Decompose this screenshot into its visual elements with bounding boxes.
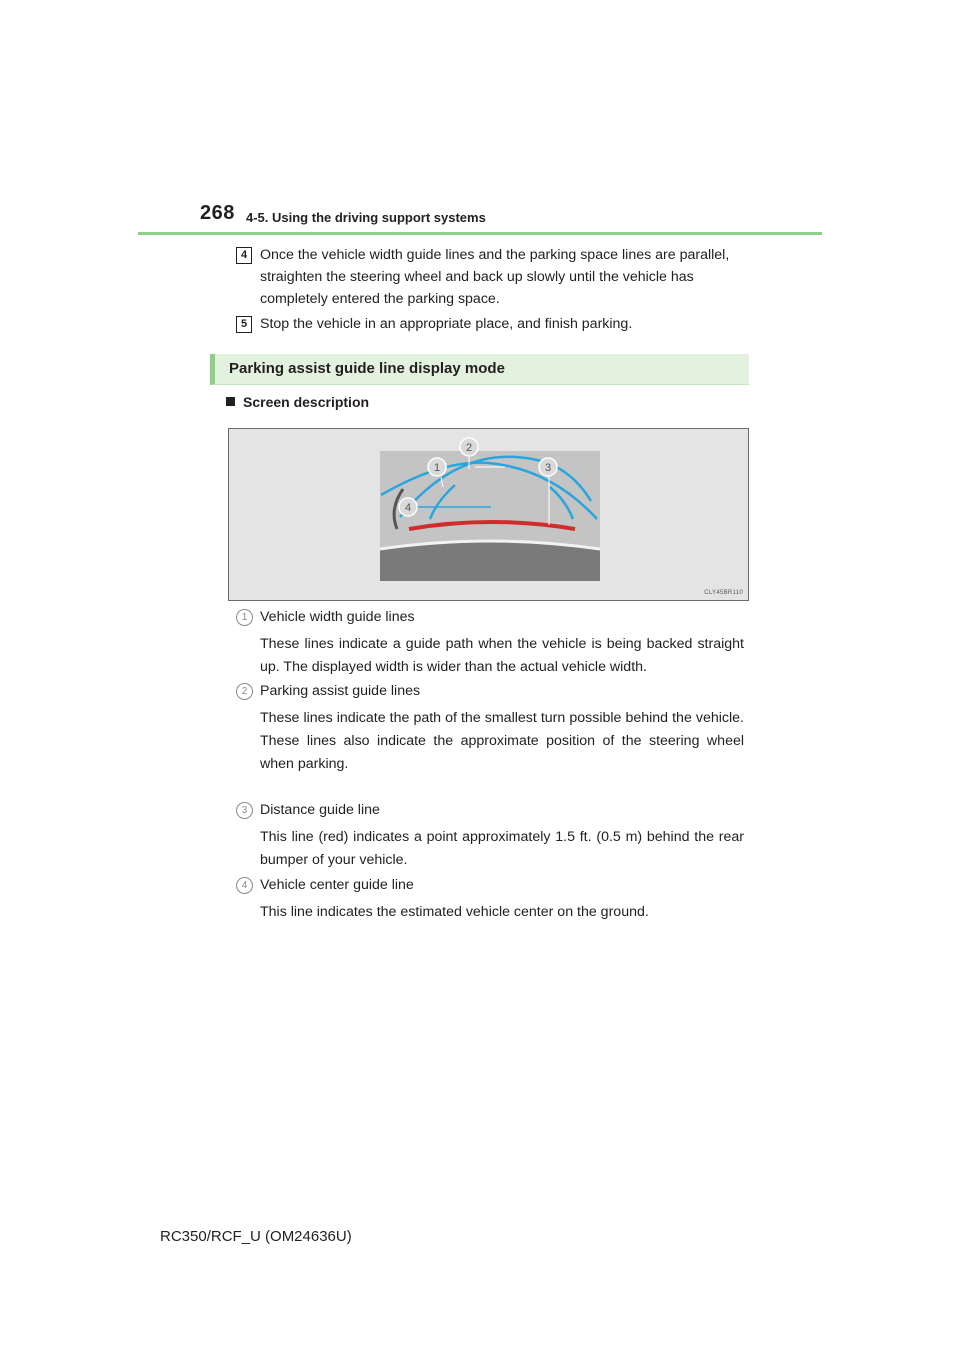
item-number-badge: 2: [236, 683, 253, 700]
step-text: Once the vehicle width guide lines and the parking space lines are parallel, straighten the steering wheel and back up slowly until the vehicle has completely entered the parking space.: [260, 247, 730, 307]
svg-text:4: 4: [404, 502, 412, 514]
step-number: 5: [236, 316, 252, 333]
item-description: This line indicates the estimated vehicle center on the ground.: [260, 904, 649, 920]
item-title: Vehicle center guide line: [260, 877, 414, 893]
banner-title: Parking assist guide line display mode: [229, 360, 505, 377]
footer-model: RC350/RCF_U (OM24636U): [160, 1228, 352, 1245]
svg-text:1: 1: [433, 462, 441, 474]
step-5: [236, 313, 736, 335]
section-banner: [210, 354, 749, 385]
callout-1: [428, 458, 446, 476]
figure-code: CLY45BR110: [704, 590, 743, 596]
rear-bumper: [380, 541, 600, 581]
subsection-title: Screen description: [243, 394, 370, 410]
subsection-heading: [226, 394, 369, 410]
item-description: These lines indicate a guide path when the vehicle is being backed straight up. The displayed width is wider than the actual vehicle width.: [260, 636, 744, 675]
item-title: Vehicle width guide lines: [260, 609, 415, 625]
list-item: [236, 799, 744, 872]
header-rule: [138, 232, 822, 235]
item-number-badge: 3: [236, 802, 253, 819]
list-item: [236, 680, 744, 776]
step-4: [236, 244, 736, 310]
section-header: 4-5. Using the driving support systems: [246, 210, 486, 225]
item-title: Distance guide line: [260, 802, 380, 818]
rear-camera-diagram: [229, 429, 750, 602]
page-number: 268: [200, 202, 235, 224]
list-item: [236, 606, 744, 679]
item-description: These lines indicate the path of the smallest turn possible behind the vehicle. These lines also indicate the approximate position of the steering wheel when parking.: [260, 710, 744, 772]
camera-screen-figure: [228, 428, 749, 601]
square-bullet-icon: [226, 397, 235, 406]
item-number-badge: 4: [236, 877, 253, 894]
list-item: [236, 874, 744, 924]
item-title: Parking assist guide lines: [260, 683, 421, 699]
svg-text:2: 2: [465, 442, 473, 454]
callout-2: [460, 438, 478, 456]
callout-4: [399, 498, 417, 516]
step-number: 4: [236, 247, 252, 264]
item-number-badge: 1: [236, 609, 253, 626]
svg-text:3: 3: [544, 462, 552, 474]
callout-3: [539, 458, 557, 476]
item-description: This line (red) indicates a point approximately 1.5 ft. (0.5 m) behind the rear bumper of your vehicle.: [260, 829, 744, 868]
step-text: Stop the vehicle in an appropriate place, and finish parking.: [260, 316, 633, 332]
